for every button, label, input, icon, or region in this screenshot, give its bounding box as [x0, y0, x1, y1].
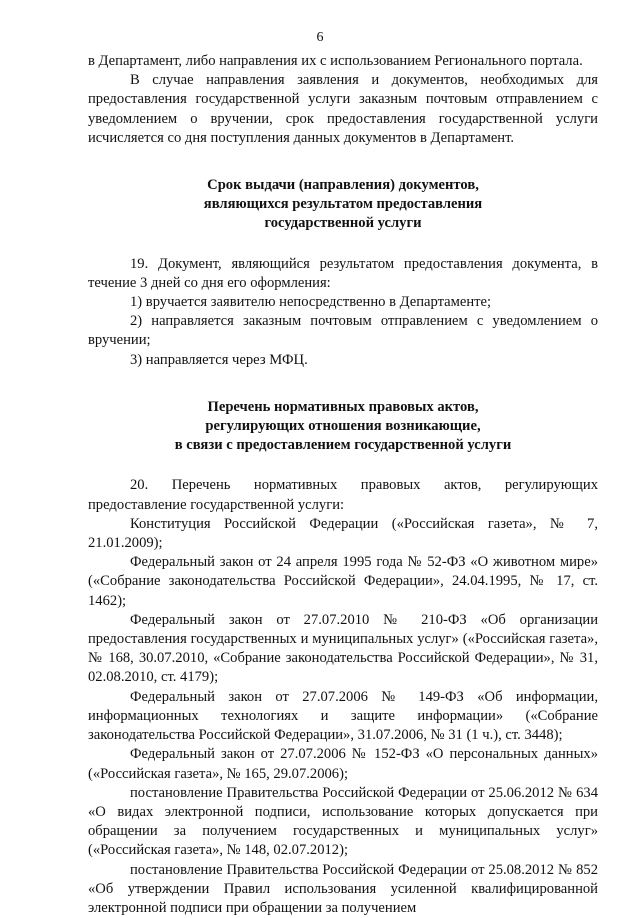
section-heading-delivery-term [88, 176, 598, 234]
paragraph-item-20: 20. Перечень нормативных правовых актов, регулирующих предоставление государственной услуги: [88, 477, 598, 513]
heading-line: Срок выдачи (направления) документов, [207, 177, 479, 194]
paragraph-continuation: в Департамент, либо направления их с использованием Регионального портала. [88, 53, 583, 69]
heading-line: государственной услуги [264, 215, 422, 232]
heading-line: регулирующих отношения возникающие, [205, 418, 481, 435]
heading-line: Перечень нормативных правовых актов, [207, 398, 479, 415]
legal-act-item: Федеральный закон от 27.07.2006 № 149-ФЗ «Об информации, информационных технологиях и защите информации» («Собрание законодательства Российской Федерации», 31.07.2006, № 31 (1 ч.), ст. 3448); [88, 688, 598, 744]
legal-act-item: Федеральный закон от 24 апреля 1995 года № 52-ФЗ «О животном мире» («Собрание законодательства Российской Федерации», 24.04.1995, № 17, ст. 1462); [88, 554, 598, 609]
legal-act-item: Федеральный закон от 27.07.2010 № 210-ФЗ «Об организации предоставления государственных и муниципальных услуг» («Российская газета», № 168, 30.07.2010, «Собрание законодательства Российской Федерации», № 31, 02.08.2010, ст. 4179); [88, 611, 598, 686]
list-item: 1) вручается заявителю непосредственно в Департаменте; [130, 294, 492, 311]
legal-act-item: Конституция Российской Федерации («Российская газета», № 7, 21.01.2009); [88, 515, 598, 552]
page-content [88, 52, 598, 918]
heading-line: в связи с предоставлением государственной услуги [174, 437, 512, 454]
heading-line: являющихся результатом предоставления [203, 196, 483, 213]
paragraph-item-19: 19. Документ, являющийся результатом предоставления документа, в течение 3 дней со дня его оформления: [88, 255, 598, 291]
legal-act-item: постановление Правительства Российской Федерации от 25.06.2012 № 634 «О видах электронной подписи, использование которых допускается при обращении за получением государственных и муниципальных услуг» («Российская газета», № 148, 02.07.2012); [88, 784, 598, 859]
legal-act-item: постановление Правительства Российской Федерации от 25.08.2012 № 852 «Об утверждении Правил использования усиленной квалифицированной электронной подписи при обращении за получением [88, 861, 598, 916]
legal-act-item: Федеральный закон от 27.07.2006 № 152-ФЗ «О персональных данных» («Российская газета», № 165, 29.07.2006); [88, 746, 598, 782]
page-number: 6 [316, 30, 324, 45]
list-item: 3) направляется через МФЦ. [130, 351, 308, 368]
list-item: 2) направляется заказным почтовым отправлением с уведомлением о вручении; [88, 313, 598, 349]
paragraph-mail-delivery-term: В случае направления заявления и документов, необходимых для предоставления государственной услуги заказным почтовым отправлением с уведомлением о вручении, срок предоставления государственной услуги исчисляется со дня поступления данных документов в Департамент. [88, 72, 598, 146]
section-heading-legal-acts [88, 398, 598, 456]
